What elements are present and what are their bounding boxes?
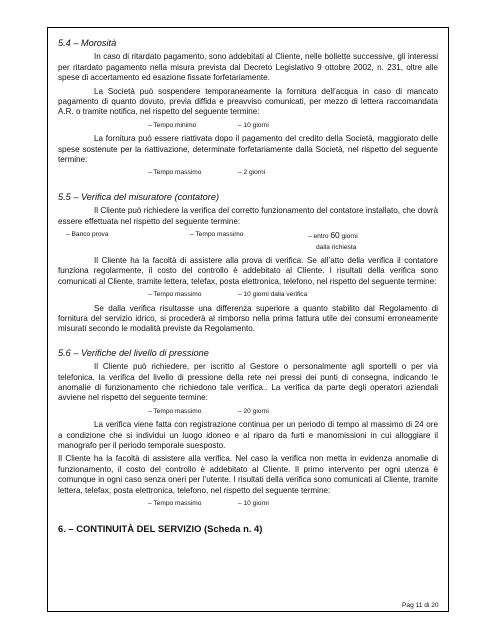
paragraph: La verifica viene fatta con registrazione continua per un periodo di tempo al massimo di 24 ore a condizione che si individui un luogo idoneo e al riparo da furti e manomissioni in cui alloggiare il manografo per il periodo temporale suesposto. xyxy=(58,420,438,450)
term-value-unit: giorni xyxy=(341,233,358,241)
term-label: – Tempo massimo xyxy=(148,169,202,177)
paragraph: Il Cliente può richiedere, per iscritto al Gestore o personalmente agli sportelli o per via telefonica, la verifica del livello di pressione della rete nei pressi dei punti di consegna, indicando le anomalie di funzionamento che richiedono tale verifica.. La verifica da parte degli operatori aziendali avviene nel rispetto del seguente termine: xyxy=(58,362,438,403)
paragraph: La Società può sospendere temporaneamente la fornitura dell’acqua in caso di mancato pagamento di quanto dovuto, previa diffida e preavviso comunicati, per mezzo di lettera raccomandata A.R. o tramite notifica, nel rispetto del seguente termine: xyxy=(58,86,438,117)
term-row xyxy=(58,168,438,178)
paragraph: Il Cliente può richiedere la verifica del corretto funzionamento del contatore installato, che dovrà essere effettuata nel rispetto del seguente termine: xyxy=(58,206,438,226)
term-value-note: dalla richiesta xyxy=(316,243,357,251)
term-label: – Tempo massimo xyxy=(148,500,202,508)
term-row xyxy=(58,499,438,509)
page-content xyxy=(58,38,438,535)
paragraph: La fornitura può essere riattivata dopo il pagamento del credito della Società, maggiorato delle spese sostenute per la riattivazione, determinate forfetariamente dalla Società, nel rispetto del seguente termine: xyxy=(58,134,438,165)
term-label: – Tempo massimo xyxy=(148,291,202,299)
section-heading-verifica-misuratore: 5.5 – Verifica del misuratore (contatore) xyxy=(58,191,220,202)
term-value xyxy=(308,230,428,253)
paragraph: Il Cliente ha la facoltà di assistere alla verifica. Nel caso la verifica non metta in evidenza anomalie di funzionamento, il costo del controllo è addebitato al Cliente. Il primo intervento per ogni utenza è comunque in ogni caso senza oneri per l’utente. I risultati della verifica sono comunicati al Cliente, tramite lettera, telefax, posta elettronica, telefono, nel rispetto del seguente termine: xyxy=(58,454,438,495)
term-value-prefix: – entro xyxy=(308,233,329,241)
section-heading-continuita-servizio: 6. – CONTINUITÀ DEL SERVIZIO (Scheda n. 4) xyxy=(58,523,263,535)
paragraph: Se dalla verifica risultasse una differenza superiore a quanto stabilito dal Regolamento di fornitura del servizio idrico, si procederà al rimborso nella prima fattura utile dei consumi erroneamente misurati secondo le modalità previste da Regolamento. xyxy=(58,303,438,334)
section-heading-livello-pressione: 5.6 – Verifiche del livello di pressione xyxy=(58,347,209,358)
section-heading-morosita: 5.4 – Morosità xyxy=(58,38,117,48)
term-row xyxy=(58,407,438,417)
term-table xyxy=(58,230,438,253)
term-value: – 10 giorni dalla verifica xyxy=(238,291,308,299)
term-value: – 2 giorni xyxy=(238,169,266,177)
paragraph: In caso di ritardato pagamento, sono addebitati al Cliente, nelle bollette successive, gli interessi per ritardato pagamento nella misura prevista dal Decreto Legislativo 9 ottobre 2002, n. 231, oltre alle spese di accertamento ed esazione fissate forfetariamente. xyxy=(58,52,438,83)
term-label: – Tempo massimo xyxy=(148,407,202,415)
term-value: – 10 giorni xyxy=(238,121,269,129)
paragraph: Il Cliente ha la facoltà di assistere alla prova di verifica. Se all’atto della verifica il contatore funziona regolarmente, il costo del controllo è addebitato al Cliente. I risultati della verifica sono comunicati al Cliente, tramite lettera, telefax, posta elettronica, telefono, nel rispetto del seguente termine: xyxy=(58,255,438,286)
term-row xyxy=(58,121,438,131)
term-value: – 20 giorni xyxy=(238,407,269,415)
page-number: Pag 11 di 20 xyxy=(402,602,439,609)
term-label: – Banco prova xyxy=(66,231,109,239)
term-label: – Tempo minimo xyxy=(148,121,197,129)
term-label: – Tempo massimo xyxy=(190,231,244,239)
term-value: – 10 giorni xyxy=(238,500,269,508)
term-row xyxy=(58,290,438,300)
term-value-number: 60 xyxy=(330,230,340,241)
